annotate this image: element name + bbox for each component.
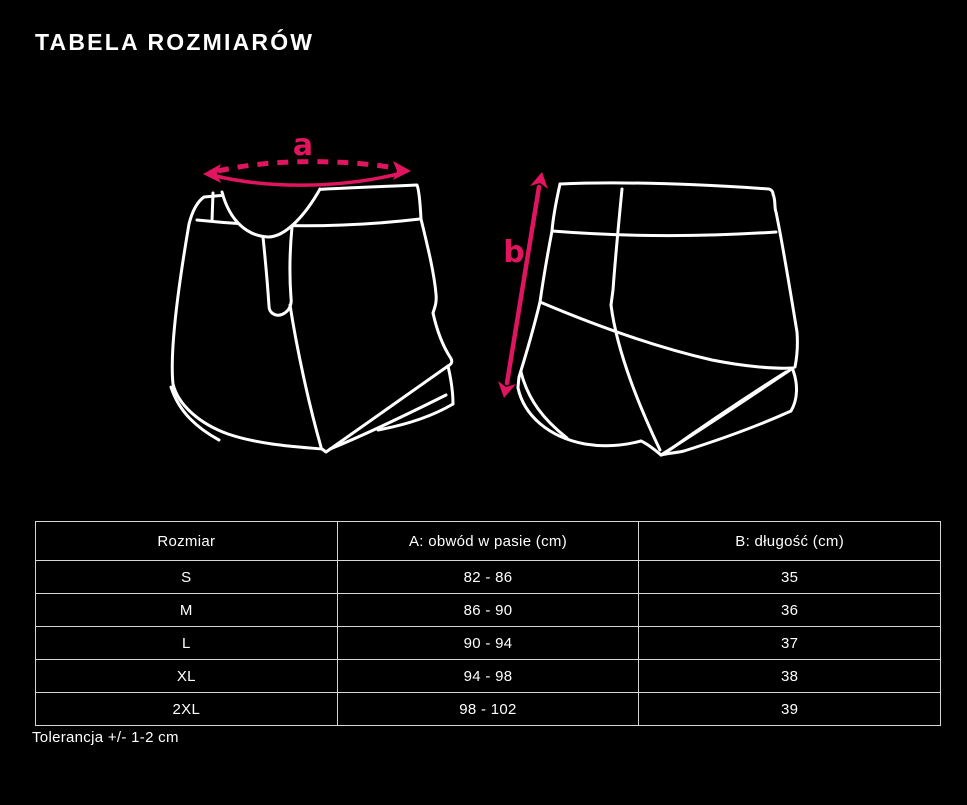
size-cell: S (36, 561, 338, 594)
arrow-a-solid-arc (216, 174, 398, 185)
front-waistband-seam (197, 219, 420, 226)
column-header-size: Rozmiar (36, 522, 338, 561)
column-header-length: B: długość (cm) (639, 522, 941, 561)
dimension-label-a: a (292, 128, 314, 163)
back-right-seam (773, 194, 797, 367)
page-title: TABELA ROZMIARÓW (35, 29, 315, 55)
size-cell: L (36, 627, 338, 660)
length-cell: 36 (639, 594, 941, 627)
shorts-front-diagram (171, 184, 453, 452)
length-cell: 38 (639, 660, 941, 693)
length-cell: 39 (639, 693, 941, 726)
front-right-seam-below-split (448, 366, 453, 404)
front-waistband-corner-seam (212, 193, 213, 221)
arrow-a-left-head (203, 164, 221, 183)
back-sweep-seam (540, 302, 793, 368)
table-row (36, 627, 941, 660)
waist-cell: 98 - 102 (337, 693, 639, 726)
tolerance-note: Tolerancja +/- 1-2 cm (32, 729, 179, 746)
front-center-panel-line (290, 305, 321, 447)
back-split-flap-inner (668, 372, 786, 451)
column-header-waist: A: obwód w pasie (cm) (337, 522, 639, 561)
table-row (36, 693, 941, 726)
dimension-label-b: b (503, 235, 525, 270)
size-cell: M (36, 594, 338, 627)
size-table-header-row (36, 522, 941, 561)
back-top-edge (560, 183, 773, 194)
back-left-hem (518, 388, 641, 446)
front-fly-line (263, 227, 292, 315)
length-cell: 35 (639, 561, 941, 594)
size-table (35, 521, 941, 726)
back-waistband-seam (552, 231, 776, 236)
size-cell: XL (36, 660, 338, 693)
arrow-b-line (507, 187, 539, 383)
back-center-line (611, 189, 622, 305)
waist-cell: 90 - 94 (337, 627, 639, 660)
waist-cell: 94 - 98 (337, 660, 639, 693)
arrow-a-right-head (393, 161, 411, 180)
length-cell: 37 (639, 627, 941, 660)
shorts-back-diagram (518, 183, 797, 455)
table-row (36, 561, 941, 594)
measurement-arrow-a (203, 128, 411, 185)
waist-cell: 86 - 90 (337, 594, 639, 627)
waist-cell: 82 - 86 (337, 561, 639, 594)
size-cell: 2XL (36, 693, 338, 726)
back-inner-leg-seam (611, 305, 660, 450)
shorts-measurement-diagram (0, 90, 967, 520)
table-row (36, 594, 941, 627)
front-split-flap-inner (330, 395, 446, 449)
table-row (36, 660, 941, 693)
